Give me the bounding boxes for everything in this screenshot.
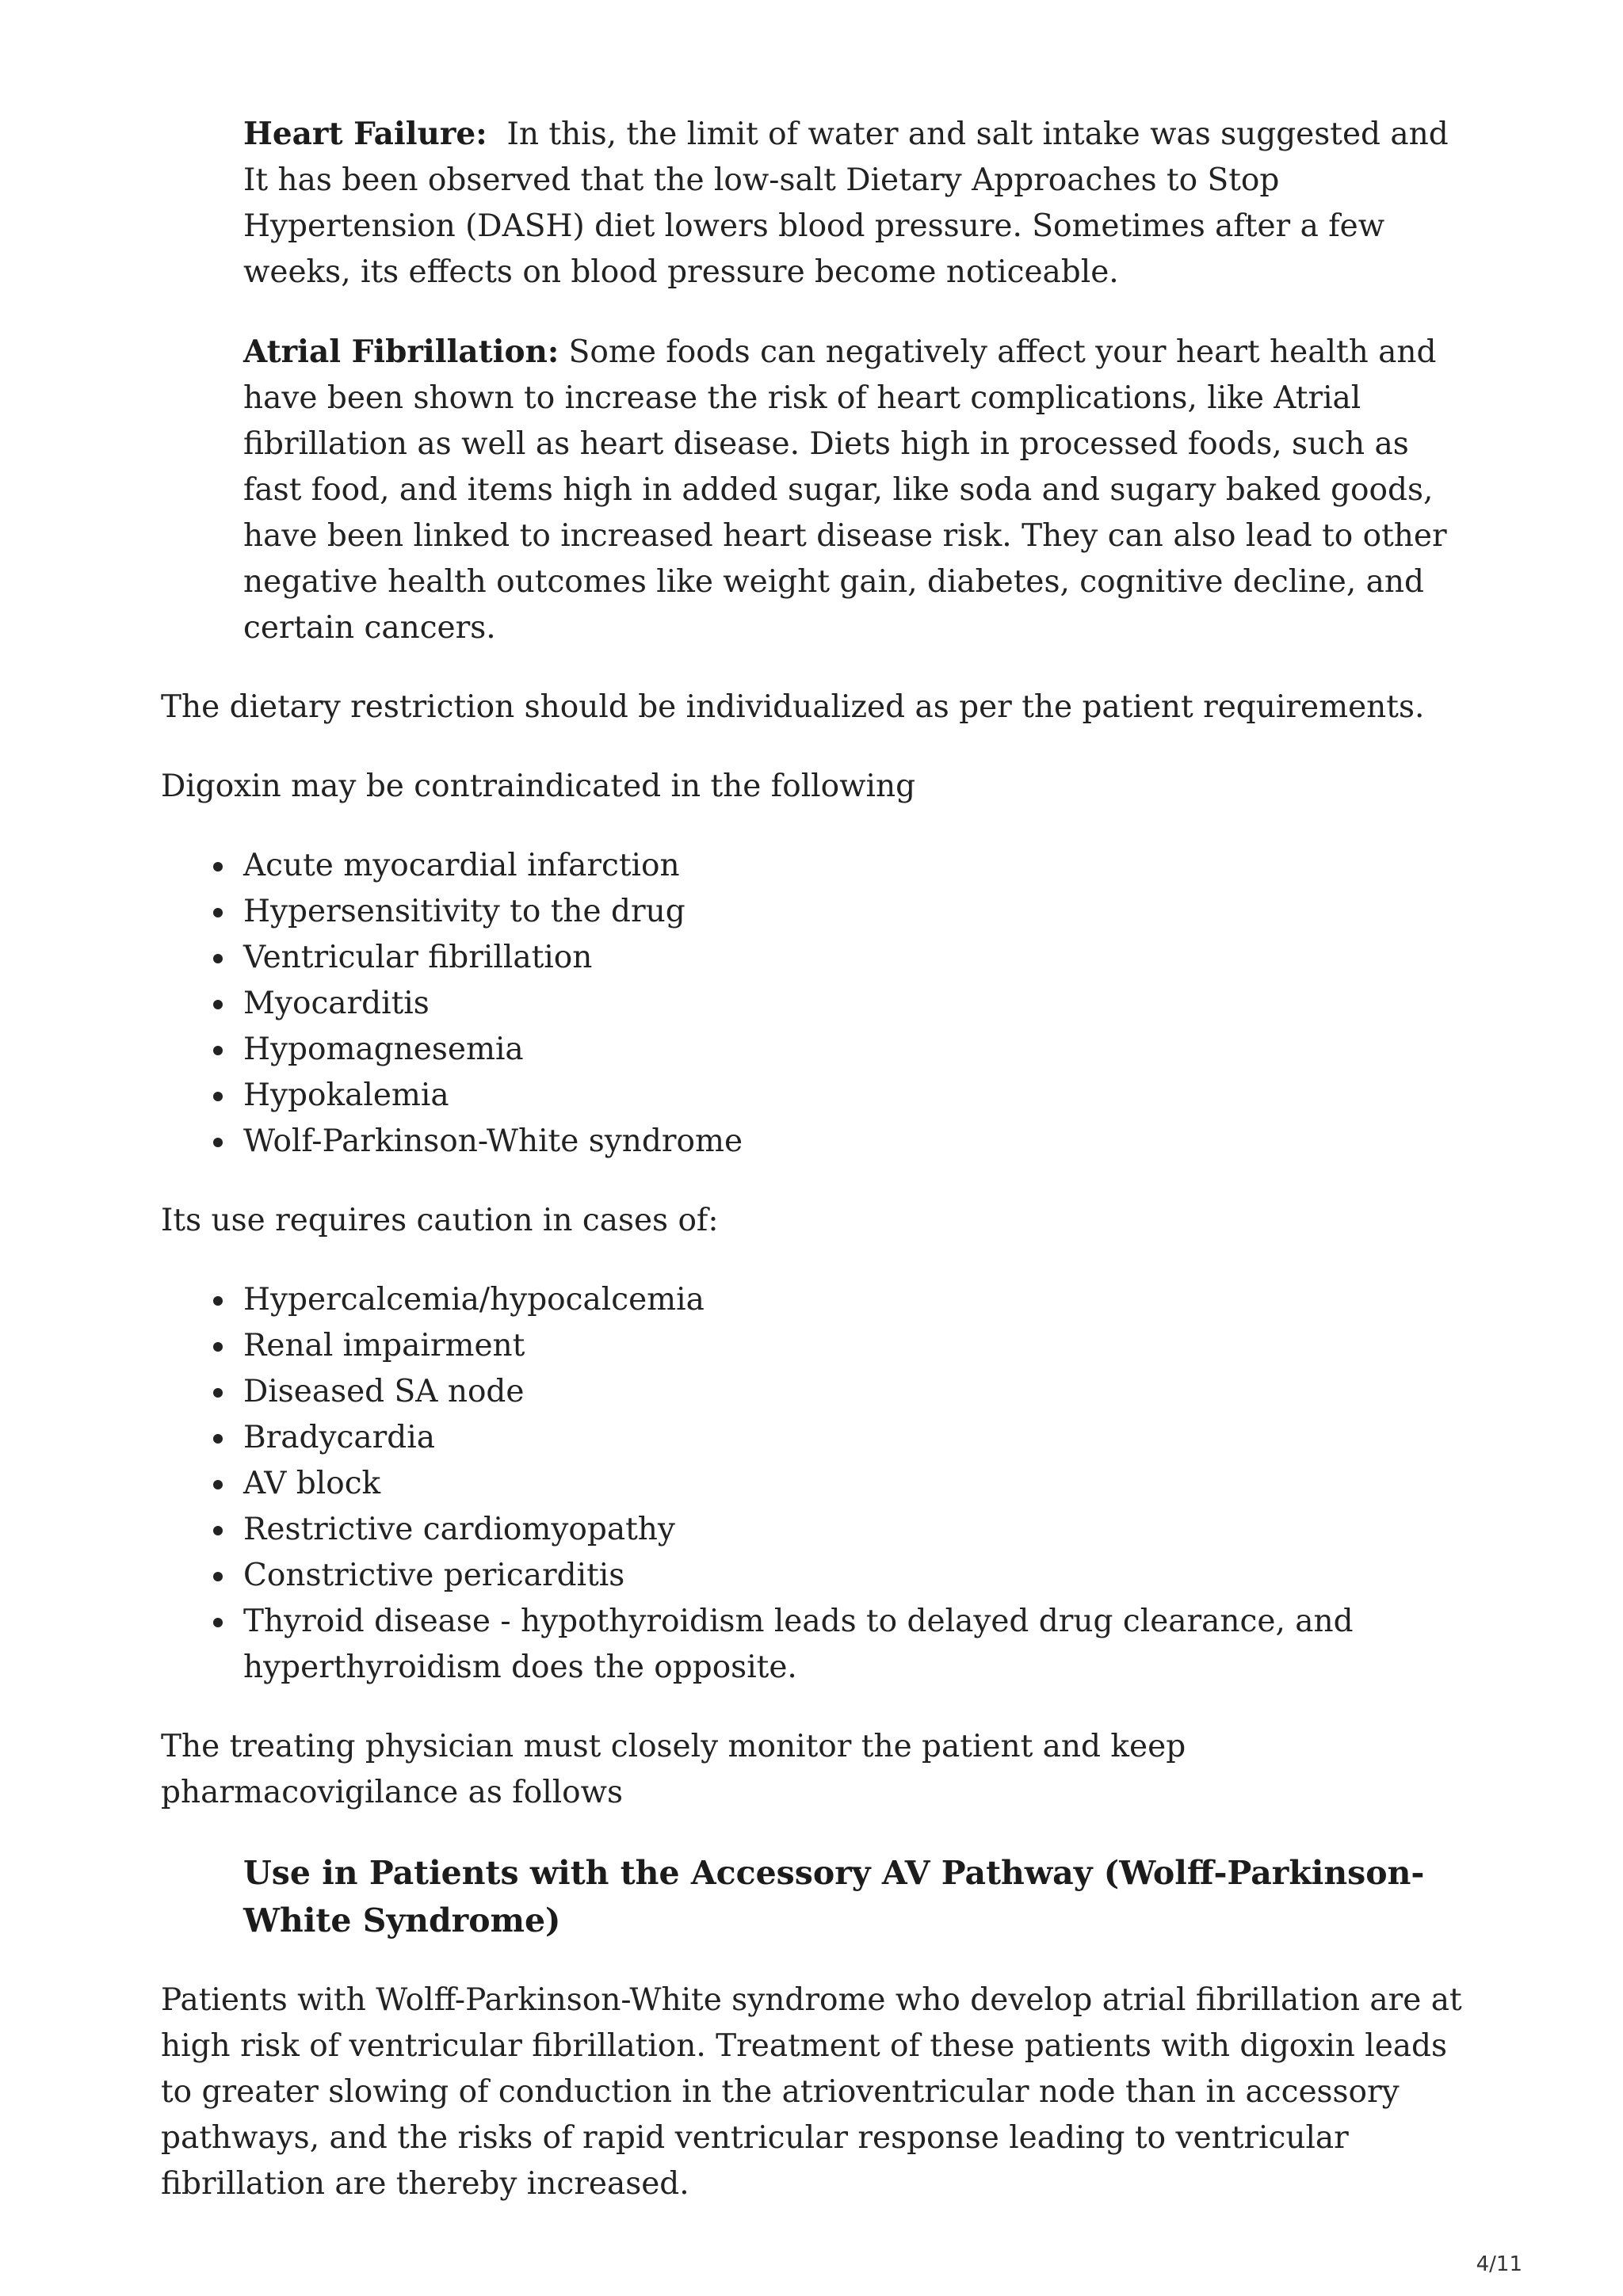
list-item: Thyroid disease - hypothyroidism leads to delayed drug clearance, and hyperthyroidism does the opposite. — [243, 1599, 1476, 1691]
list-item: Hypercalcemia/hypocalcemia — [243, 1277, 1476, 1323]
list-item: Bradycardia — [243, 1415, 1476, 1461]
heart-failure-text: In this, the limit of water and salt intake was suggested and It has been observed that the low-salt Dietary Approaches to Stop Hypertension (DASH) diet lowers blood pressure. Sometimes after a few weeks, its effects on blood pressure become noticeable. — [243, 116, 1449, 290]
list-item: Renal impairment — [243, 1323, 1476, 1369]
heart-failure-section — [243, 111, 1476, 296]
atrial-fibrillation-section — [243, 329, 1476, 651]
list-item: Acute myocardial infarction — [243, 843, 1476, 889]
list-item: Diseased SA node — [243, 1369, 1476, 1415]
caution-intro: Its use requires caution in cases of: — [161, 1203, 719, 1238]
list-item: Ventricular fibrillation — [243, 935, 1476, 981]
wpw-body-paragraph: Patients with Wolff-Parkinson-White syndrome who develop atrial fibrillation are at high risk of ventricular fibrillation. Treatment of these patients with digoxin leads to greater slowing of conduction in the atrioventricular node than in accessory pathways, and the risks of rapid ventricular response leading to ventricular fibrillation are thereby increased. — [161, 1982, 1462, 2202]
atrial-fibrillation-label: Atrial Fibrillation: — [243, 334, 559, 370]
list-item: Restrictive cardiomyopathy — [243, 1507, 1476, 1553]
heart-failure-paragraph — [243, 111, 1476, 296]
list-item: Wolf-Parkinson-White syndrome — [243, 1119, 1476, 1165]
monitor-paragraph: The treating physician must closely monitor the patient and keep pharmacovigilance as follows — [161, 1729, 1186, 1810]
list-item: Hypomagnesemia — [243, 1027, 1476, 1073]
list-item: Constrictive pericarditis — [243, 1553, 1476, 1599]
wpw-heading-block — [243, 1849, 1476, 1944]
contraindications-list — [161, 843, 1476, 1165]
wpw-heading: Use in Patients with the Accessory AV Pathway (Wolff-Parkinson-White Syndrome) — [243, 1854, 1425, 1939]
cautions-list — [161, 1277, 1476, 1691]
document-content — [161, 111, 1476, 2207]
contraindicated-intro: Digoxin may be contraindicated in the following — [161, 769, 916, 804]
page-number: 4/11 — [1476, 2252, 1522, 2276]
dietary-restriction-paragraph: The dietary restriction should be individualized as per the patient requirements. — [161, 689, 1425, 725]
atrial-fibrillation-paragraph — [243, 329, 1476, 651]
heart-failure-label: Heart Failure: — [243, 116, 487, 152]
atrial-fibrillation-text: Some foods can negatively affect your heart health and have been shown to increase the risk of heart complications, like Atrial fibrillation as well as heart disease. Diets high in processed foods, such as fast food, and items high in added sugar, like soda and sugary baked goods, have been linked to increased heart disease risk. They can also lead to other negative health outcomes like weight gain, diabetes, cognitive decline, and certain cancers. — [243, 334, 1447, 646]
list-item: Hypokalemia — [243, 1073, 1476, 1119]
list-item: Hypersensitivity to the drug — [243, 889, 1476, 935]
list-item: Myocarditis — [243, 981, 1476, 1027]
list-item: AV block — [243, 1461, 1476, 1507]
